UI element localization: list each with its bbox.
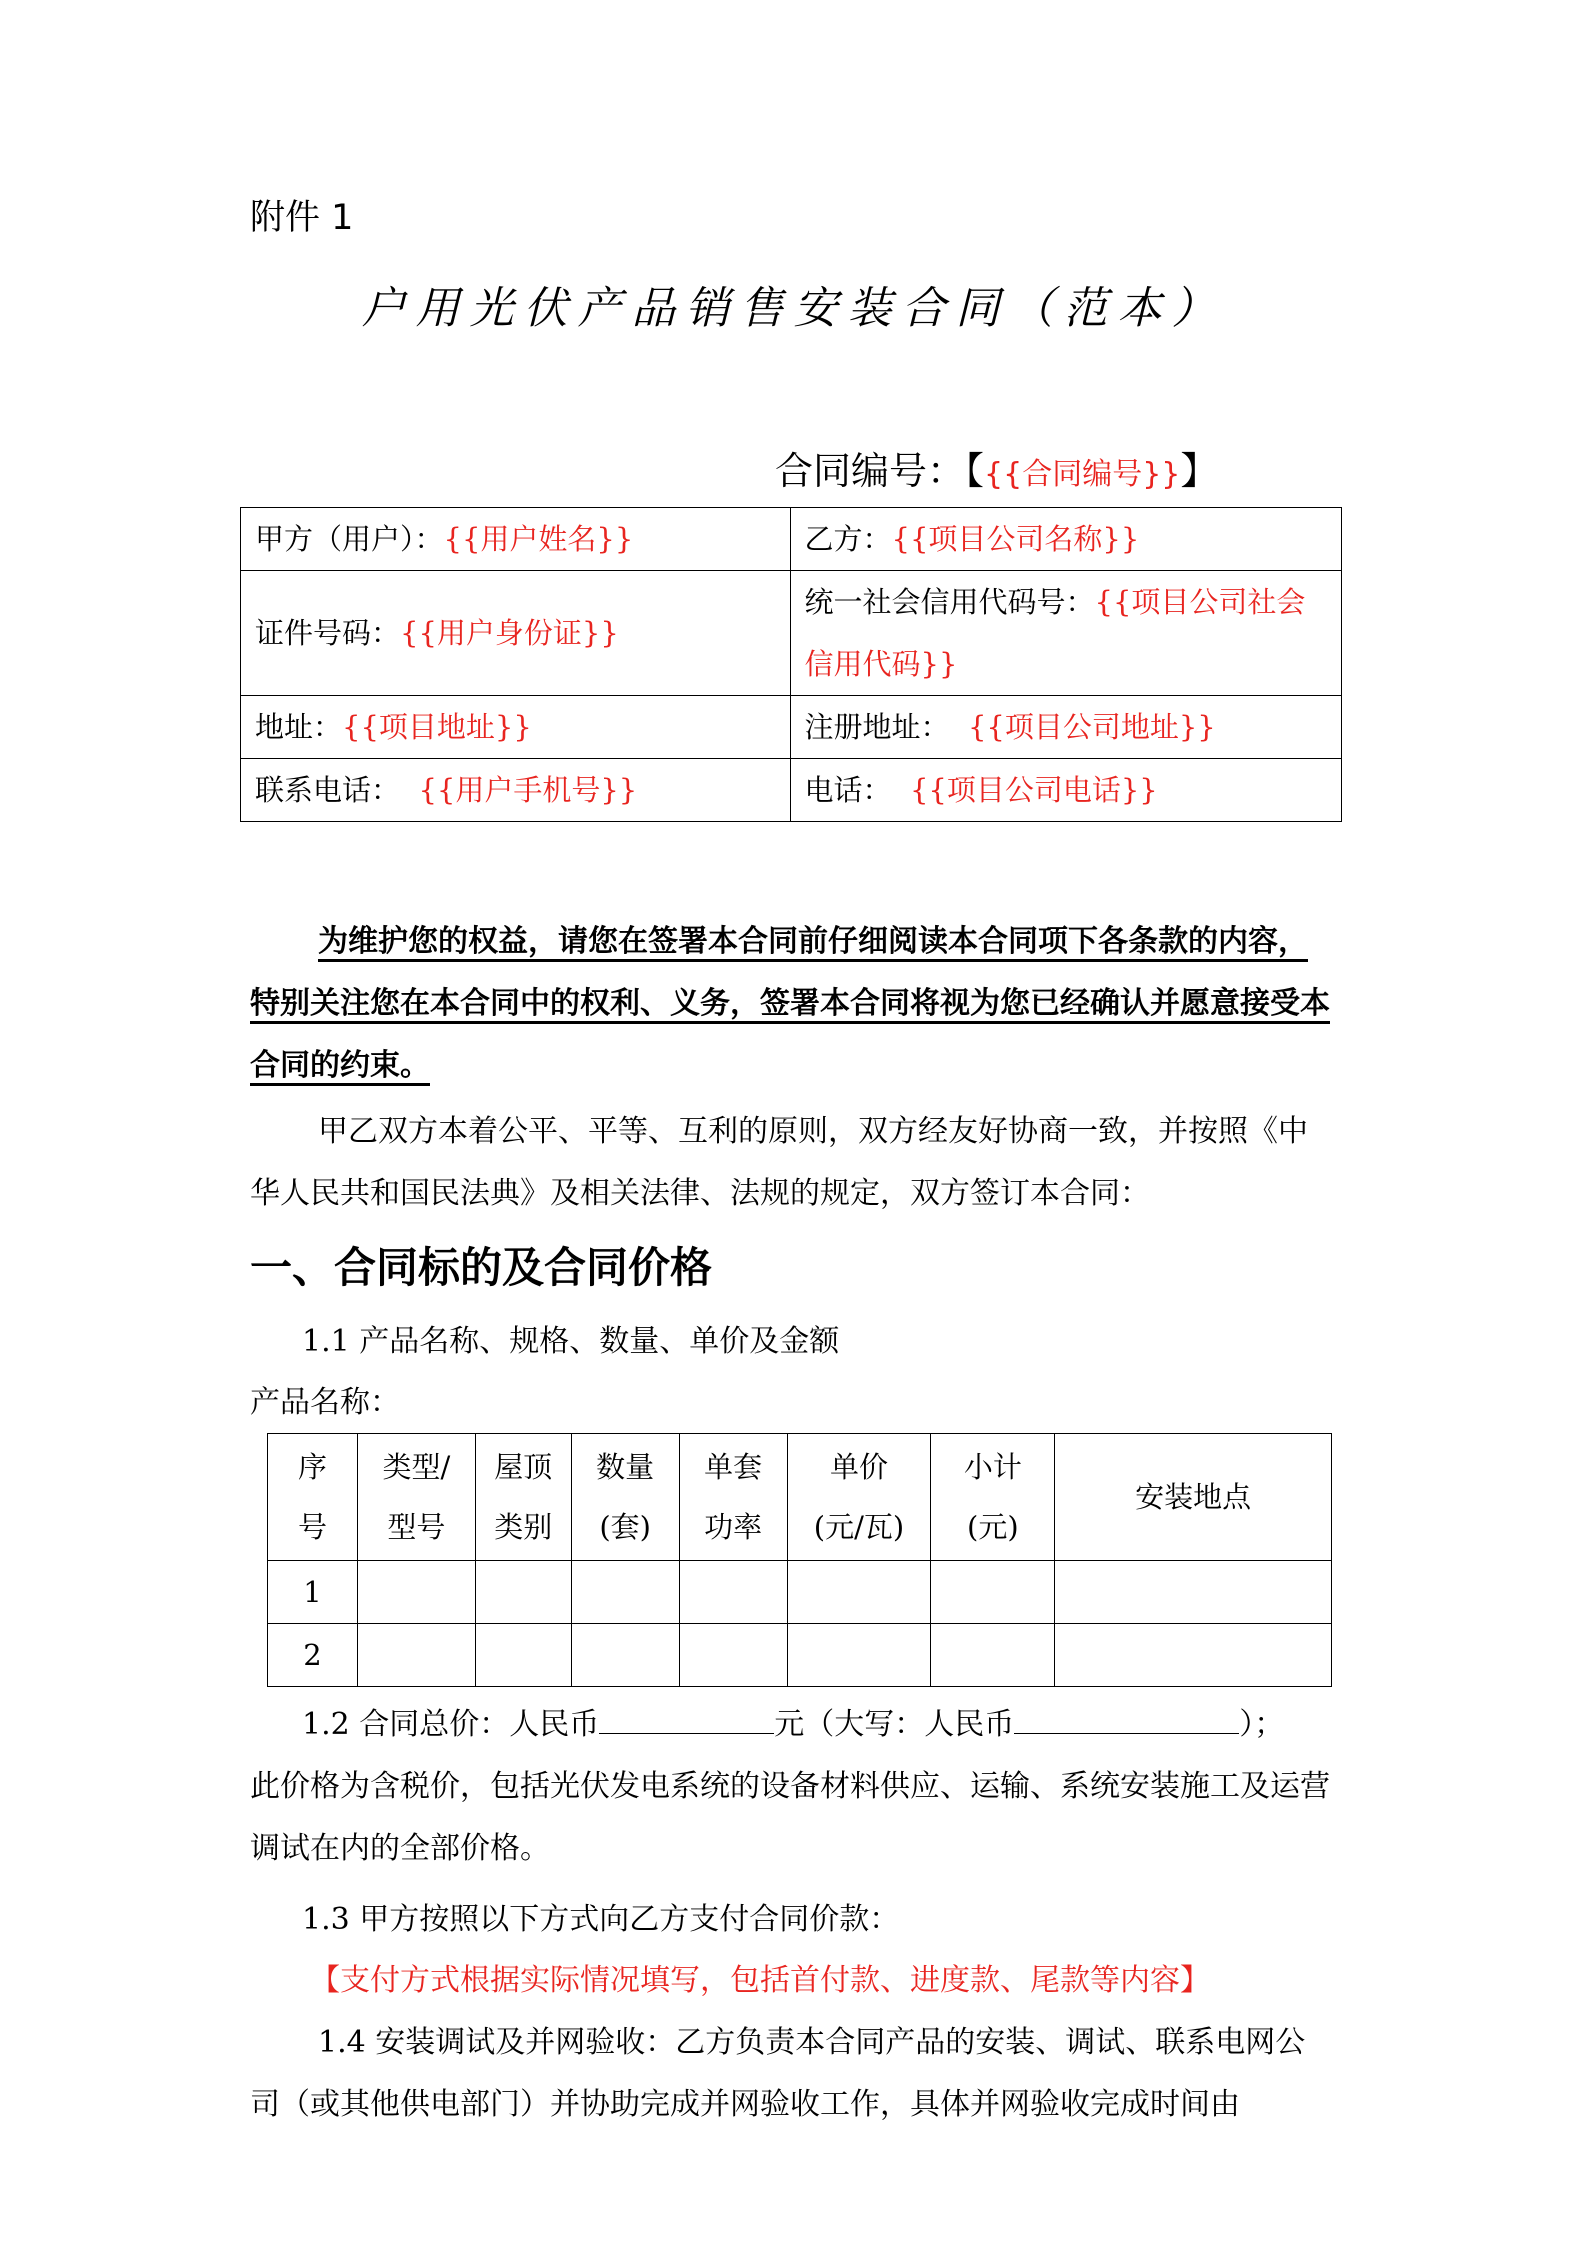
total-price-words-blank bbox=[1014, 1703, 1239, 1734]
credit-code-cell bbox=[790, 571, 1342, 696]
parties-table bbox=[240, 507, 1342, 822]
document-title: 户用光伏产品销售安装合同（范本） bbox=[361, 283, 1226, 334]
contract-number-placeholder: {{合同编号}} bbox=[984, 457, 1181, 492]
clause-1-2-part1: 1.2 合同总价：人民币 bbox=[302, 1707, 600, 1742]
clause-1-2-part3: ）； bbox=[1239, 1707, 1285, 1742]
contact-phone-cell bbox=[241, 759, 791, 822]
contact-phone-label: 联系电话： bbox=[255, 773, 401, 807]
table-cell bbox=[787, 1624, 931, 1687]
address-label: 地址： bbox=[255, 710, 343, 744]
party-a-cell bbox=[241, 508, 791, 571]
id-label: 证件号码： bbox=[255, 616, 401, 650]
header-model: 类型/ 型号 bbox=[357, 1434, 475, 1561]
table-cell bbox=[1055, 1624, 1332, 1687]
parties-row-phone bbox=[241, 759, 1342, 822]
table-cell bbox=[787, 1561, 931, 1624]
header-install-location: 安装地点 bbox=[1055, 1434, 1332, 1561]
party-b-value: {{项目公司名称}} bbox=[891, 522, 1140, 556]
table-cell bbox=[357, 1624, 475, 1687]
clause-1-3: 1.3 甲方按照以下方式向乙方支付合同价款： bbox=[302, 1902, 900, 1937]
table-cell bbox=[571, 1624, 679, 1687]
parties-row-ids bbox=[241, 571, 1342, 696]
credit-code-value: {{项目公司社会信用代码}} bbox=[804, 585, 1306, 681]
clause-1-2-line bbox=[302, 1694, 1342, 1756]
party-b-cell bbox=[790, 508, 1342, 571]
id-cell bbox=[241, 571, 791, 696]
attachment-label: 附件 1 bbox=[250, 198, 354, 238]
table-cell bbox=[571, 1561, 679, 1624]
address-cell bbox=[241, 696, 791, 759]
reg-address-value: {{项目公司地址}} bbox=[967, 710, 1216, 744]
header-roof-type: 屋顶 类别 bbox=[475, 1434, 571, 1561]
clause-1-2-part2: 元（大写：人民币 bbox=[774, 1707, 1015, 1742]
parties-row-address bbox=[241, 696, 1342, 759]
preamble-paragraph: 甲乙双方本着公平、平等、互利的原则，双方经友好协商一致，并按照《中华人民共和国民法典》及相关法律、法规的规定，双方签订本合同： bbox=[250, 1114, 1308, 1211]
header-unit-power: 单套 功率 bbox=[679, 1434, 787, 1561]
clause-1-2-continuation: 此价格为含税价，包括光伏发电系统的设备材料供应、运输、系统安装施工及运营调试在内的全部价格。 bbox=[250, 1769, 1330, 1866]
row-index: 2 bbox=[268, 1624, 358, 1687]
phone-label: 电话： bbox=[804, 773, 892, 807]
table-cell bbox=[679, 1561, 787, 1624]
table-cell bbox=[931, 1624, 1055, 1687]
table-cell bbox=[931, 1561, 1055, 1624]
header-index: 序 号 bbox=[268, 1434, 358, 1561]
table-row bbox=[268, 1624, 1332, 1687]
reg-address-label: 注册地址： bbox=[804, 710, 950, 744]
clause-1-1: 1.1 产品名称、规格、数量、单价及金额 bbox=[302, 1324, 840, 1359]
notice-paragraph bbox=[250, 911, 1334, 1097]
clause-1-4: 1.4 安装调试及并网验收：乙方负责本合同产品的安装、调试、联系电网公司（或其他供电部门）并协助完成并网验收工作，具体并网验收完成时间由 bbox=[250, 2025, 1306, 2122]
party-a-value: {{用户姓名}} bbox=[443, 522, 634, 556]
reg-address-cell bbox=[790, 696, 1342, 759]
contract-number-bracket-open: 【 bbox=[965, 449, 985, 493]
table-cell bbox=[1055, 1561, 1332, 1624]
product-table bbox=[267, 1433, 1332, 1687]
product-name-label: 产品名称： bbox=[250, 1385, 400, 1420]
table-cell bbox=[357, 1561, 475, 1624]
table-cell bbox=[475, 1561, 571, 1624]
payment-note: 【支付方式根据实际情况填写，包括首付款、进度款、尾款等内容】 bbox=[310, 1963, 1210, 1998]
party-a-label: 甲方（用户）： bbox=[255, 522, 444, 556]
header-subtotal: 小计 (元) bbox=[931, 1434, 1055, 1561]
id-value: {{用户身份证}} bbox=[400, 616, 619, 650]
contract-number-bracket-close: 】 bbox=[1180, 449, 1219, 493]
table-cell bbox=[475, 1624, 571, 1687]
contact-phone-value: {{用户手机号}} bbox=[418, 773, 638, 807]
party-b-label: 乙方： bbox=[804, 522, 892, 556]
phone-value: {{项目公司电话}} bbox=[909, 773, 1158, 807]
table-row bbox=[268, 1561, 1332, 1624]
total-price-blank bbox=[599, 1703, 774, 1734]
header-quantity: 数量 (套) bbox=[571, 1434, 679, 1561]
row-index: 1 bbox=[268, 1561, 358, 1624]
address-value: {{项目地址}} bbox=[342, 710, 532, 744]
credit-code-label: 统一社会信用代码号： bbox=[804, 585, 1095, 619]
phone-cell bbox=[790, 759, 1342, 822]
product-table-header bbox=[268, 1434, 1332, 1561]
notice-text: 为维护您的权益，请您在签署本合同前仔细阅读本合同项下各条款的内容，特别关注您在本合同中的权利、义务，签署本合同将视为您已经确认并愿意接受本合同的约束。 bbox=[250, 924, 1330, 1083]
section-1-heading: 一、合同标的及合同价格 bbox=[250, 1243, 713, 1292]
table-cell bbox=[679, 1624, 787, 1687]
contract-number bbox=[775, 440, 1218, 495]
parties-row-names bbox=[241, 508, 1342, 571]
contract-number-label: 合同编号： bbox=[775, 449, 966, 493]
header-unit-price: 单价 (元/瓦) bbox=[787, 1434, 931, 1561]
